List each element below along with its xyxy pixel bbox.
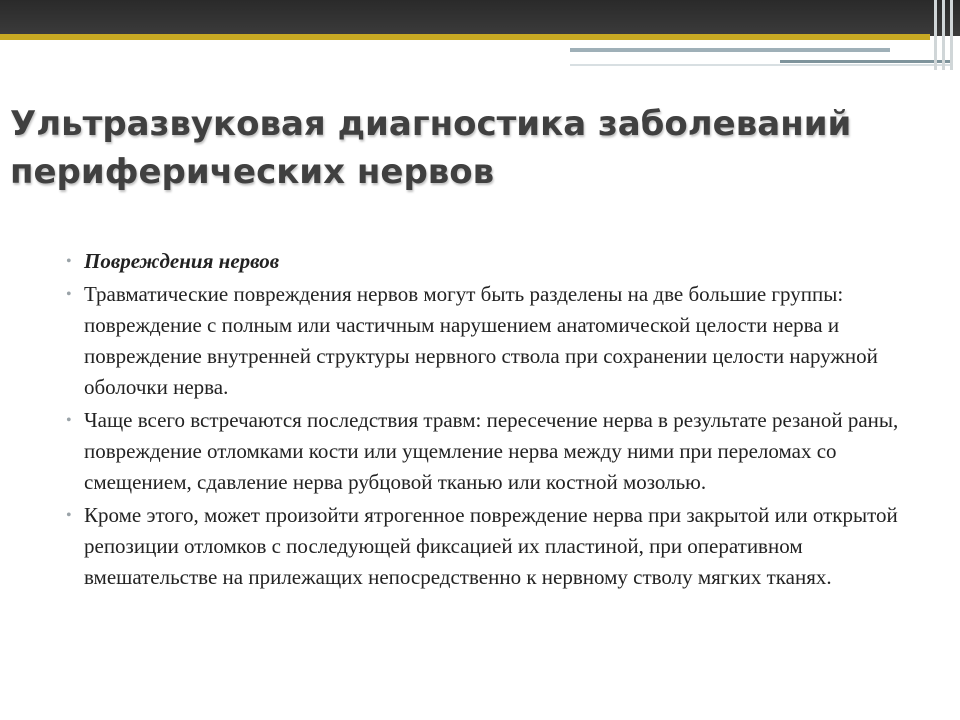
- paragraph-text: Травматические повреждения нервов могут быть разделены на две большие группы: повреждение с полным или частичным нарушением анатомической целости нерва и повреждение внутренней структуры нервного ствола при сохранении целости наружной оболочки нерва.: [84, 282, 878, 399]
- section-heading: Повреждения нервов: [84, 249, 280, 273]
- list-item: [62, 279, 922, 403]
- bullet-icon: •: [66, 253, 72, 270]
- slide-title: Ультразвуковая диагностика заболеваний периферических нервов: [10, 104, 852, 192]
- accent-line-gray: [570, 48, 890, 52]
- accent-line-dark: [780, 60, 950, 63]
- accent-line-gold: [0, 34, 930, 40]
- corner-stripes: [930, 0, 960, 70]
- bullet-icon: •: [66, 286, 72, 303]
- bullet-icon: •: [66, 412, 72, 429]
- list-item: [62, 246, 922, 277]
- list-item: [62, 500, 922, 593]
- paragraph-text: Кроме этого, может произойти ятрогенное повреждение нерва при закрытой или открытой репозиции отломков с последующей фиксацией их пластиной, при оперативном вмешательстве на прилежащих непосредственно к нервному стволу мягких тканях.: [84, 503, 898, 589]
- list-item: [62, 405, 922, 498]
- bullet-list: [62, 246, 922, 595]
- accent-line-light: [570, 64, 950, 66]
- bullet-icon: •: [66, 507, 72, 524]
- header-bar: [0, 0, 960, 36]
- paragraph-text: Чаще всего встречаются последствия травм: пересечение нерва в результате резаной раны, повреждение отломками кости или ущемление нерва между ними при переломах со смещением, сдавление нерва рубцовой тканью или костной мозолью.: [84, 408, 899, 494]
